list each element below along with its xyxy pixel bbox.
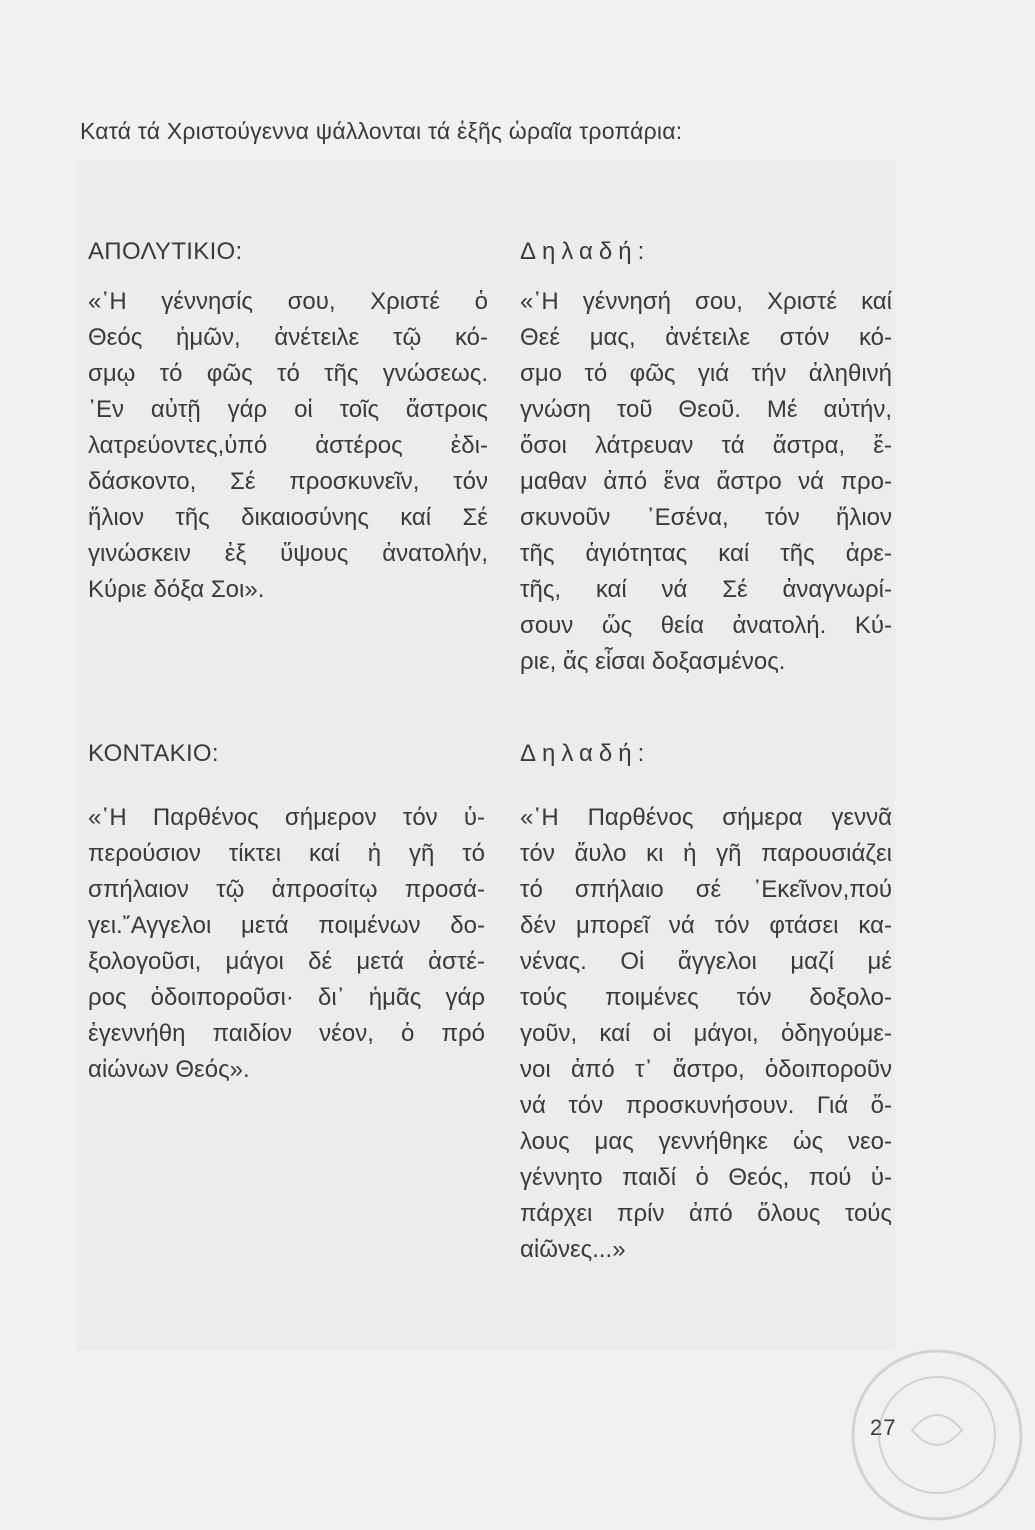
kontakio-line: ξολογοῦσι, μάγοι δέ μετά ἀστέ-	[88, 948, 485, 975]
intro-sentence: Κατά τά Χριστούγεννα ψάλλονται τά ἑξῆς ὡραῖα τροπάρια:	[80, 118, 683, 144]
kontakio-translation-line: νοι ἀπό τ᾿ ἄστρο, ὁδοιποροῦν	[520, 1056, 892, 1083]
kontakio-translation-line: «῾Η Παρθένος σήμερα γεννᾶ	[520, 804, 892, 831]
apolytikio-heading: ΑΠΟΛΥΤΙΚΙΟ:	[88, 238, 243, 265]
apolytikio-line: Θεός ἡμῶν, ἀνέτειλε τῷ κό-	[88, 324, 488, 351]
apolytikio-line: λατρεύοντες,ὑπό ἀστέρος ἐδι-	[88, 432, 488, 459]
kontakio-translation-line: γοῦν, καί οἱ μάγοι, ὁδηγούμε-	[520, 1020, 892, 1047]
kontakio-translation-line: δέν μπορεῖ νά τόν φτάσει κα-	[520, 912, 892, 939]
apolytikio-translation-line: Θεέ μας, ἀνέτειλε στόν κό-	[520, 324, 892, 351]
apolytikio-translation-line: σκυνοῦν ᾿Εσένα, τόν ἥλιον	[520, 504, 892, 531]
apolytikio-line: ᾿Εν αὐτῇ γάρ οἱ τοῖς ἄστροις	[88, 396, 488, 423]
kontakio-translation-line: αἰῶνες...»	[520, 1236, 626, 1263]
kontakio-translation-line: λους μας γεννήθηκε ὡς νεο-	[520, 1128, 892, 1155]
apolytikio-translation-line: τῆς ἁγιότητας καί τῆς ἀρε-	[520, 540, 892, 567]
library-stamp-icon	[842, 1340, 1032, 1530]
kontakio-translation-line: τό σπήλαιο σέ ᾿Εκεῖνον,πού	[520, 876, 892, 903]
kontakio-line: ἐγεννήθη παιδίον νέον, ὁ πρό	[88, 1020, 485, 1047]
kontakio-translation-line: νά τόν προσκυνήσουν. Γιά ὅ-	[520, 1092, 892, 1119]
apolytikio-translation-line: «῾Η γέννησή σου, Χριστέ καί	[520, 288, 892, 315]
kontakio-translation-line: πάρχει πρίν ἀπό ὅλους τούς	[520, 1200, 892, 1227]
page-number: 27	[870, 1415, 897, 1440]
apolytikio-translation-line: γνώση τοῦ Θεοῦ. Μέ αὐτήν,	[520, 396, 892, 423]
kontakio-line: αἰώνων Θεός».	[88, 1056, 250, 1083]
kontakio-heading: ΚΟΝΤΑΚΙΟ:	[88, 740, 219, 767]
kontakio-translation-line: τόν ἄυλο κι ἡ γῆ παρουσιάζει	[520, 840, 892, 867]
kontakio-line: γει.῎Αγγελοι μετά ποιμένων δο-	[88, 912, 485, 939]
apolytikio-translation-line: σουν ὥς θεία ἀνατολή. Κύ-	[520, 612, 892, 639]
apolytikio-line: «῾Η γέννησίς σου, Χριστέ ὁ	[88, 288, 488, 315]
kontakio-text	[88, 800, 485, 1088]
apolytikio-translation-line: μαθαν ἀπό ἕνα ἄστρο νά προ-	[520, 468, 892, 495]
kontakio-line: ρος ὁδοιποροῦσι· δι᾿ ἡμᾶς γάρ	[88, 984, 485, 1011]
apolytikio-line: γινώσκειν ἐξ ὕψους ἀνατολήν,	[88, 540, 488, 567]
apolytikio-translation-heading: Δηλαδή:	[520, 238, 651, 265]
apolytikio-translation-line: ὅσοι λάτρευαν τά ἄστρα, ἔ-	[520, 432, 892, 459]
apolytikio-line: σμῳ τό φῶς τό τῆς γνώσεως.	[88, 360, 488, 387]
apolytikio-translation-line: ριε, ἄς εἶσαι δοξασμένος.	[520, 648, 786, 675]
kontakio-line: περούσιον τίκτει καί ἡ γῆ τό	[88, 840, 485, 867]
apolytikio-line: ἥλιον τῆς δικαιοσύνης καί Σέ	[88, 504, 488, 531]
apolytikio-text	[88, 284, 488, 608]
kontakio-line: σπήλαιον τῷ ἀπροσίτῳ προσά-	[88, 876, 485, 903]
kontakio-translation-line: τούς ποιμένες τόν δοξολο-	[520, 984, 892, 1011]
kontakio-translation-heading: Δηλαδή:	[520, 740, 651, 767]
apolytikio-line: δάσκοντο, Σέ προσκυνεῖν, τόν	[88, 468, 488, 495]
kontakio-line: «῾Η Παρθένος σήμερον τόν ὑ-	[88, 804, 485, 831]
kontakio-translation-line: γέννητο παιδί ὁ Θεός, πού ὑ-	[520, 1164, 892, 1191]
apolytikio-translation-text	[520, 284, 892, 680]
kontakio-translation-line: νένας. Οἱ ἄγγελοι μαζί μέ	[520, 948, 892, 975]
apolytikio-line: Κύριε δόξα Σοι».	[88, 576, 265, 603]
apolytikio-translation-line: σμο τό φῶς γιά τήν ἀληθινή	[520, 360, 892, 387]
kontakio-translation-text	[520, 800, 892, 1268]
apolytikio-translation-line: τῆς, καί νά Σέ ἀναγνωρί-	[520, 576, 892, 603]
